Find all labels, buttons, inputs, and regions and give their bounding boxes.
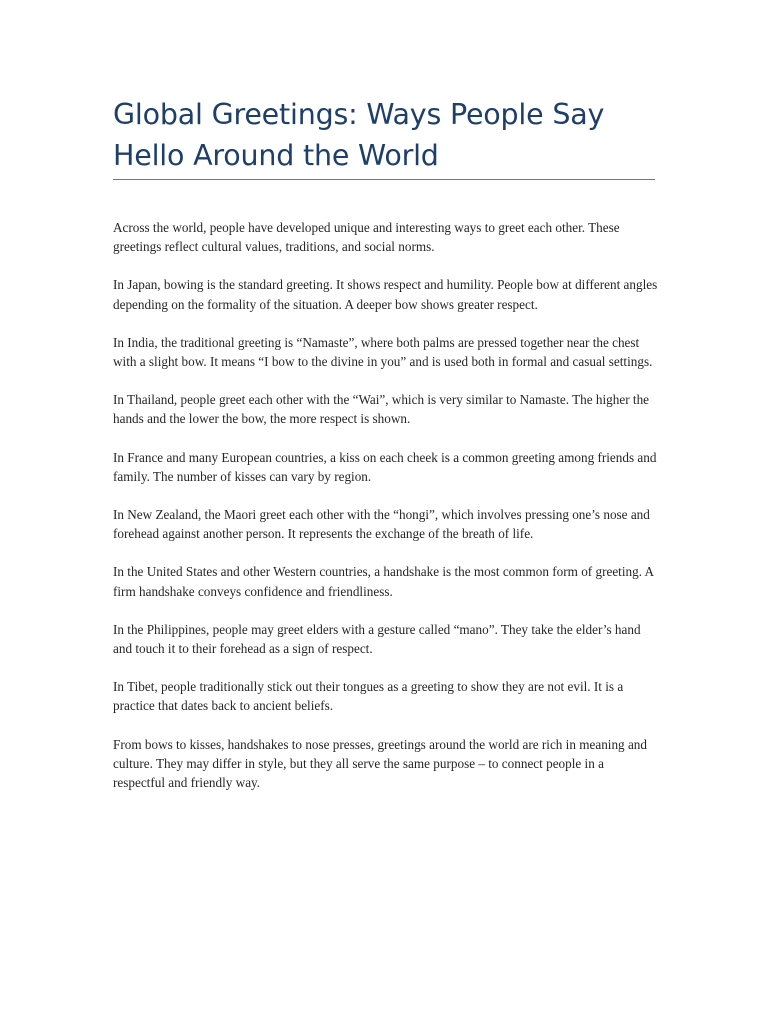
paragraph-thailand: In Thailand, people greet each other with the “Wai”, which is very similar to Namaste. The higher the hands and the lower the bow, the more respect is shown. (113, 392, 650, 427)
paragraph-conclusion: From bows to kisses, handshakes to nose presses, greetings around the world are rich in meaning and culture. They may differ in style, but they all serve the same purpose – to connect people in a respectful and friendly way. (113, 736, 647, 791)
document-body (113, 218, 658, 811)
paragraph-philippines: In the Philippines, people may greet elders with a gesture called “mano”. They take the elder’s hand and touch it to their forehead as a sign of respect. (113, 621, 641, 657)
paragraph-france: In France and many European countries, a kiss on each cheek is a common greeting among friends and family. The number of kisses can vary by region. (113, 449, 657, 484)
paragraph-intro: Across the world, people have developed unique and interesting ways to greet each other. These greetings reflect cultural values, traditions, and social norms. (113, 220, 620, 255)
paragraph-united-states: In the United States and other Western countries, a handshake is the most common form of greeting. A firm handshake conveys confidence and friendliness. (113, 564, 654, 599)
paragraph-japan: In Japan, bowing is the standard greeting. It shows respect and humility. People bow at different angles depending on the formality of the situation. A deeper bow shows greater respect. (113, 277, 658, 312)
paragraph-india: In India, the traditional greeting is “Namaste”, where both palms are pressed together near the chest with a slight bow. It means “I bow to the divine in you” and is used both in formal and casual settings. (113, 334, 653, 370)
paragraph-tibet: In Tibet, people traditionally stick out their tongues as a greeting to show they are not evil. It is a practice that dates back to ancient beliefs. (113, 679, 624, 714)
paragraph-new-zealand: In New Zealand, the Maori greet each other with the “hongi”, which involves pressing one’s nose and forehead against another person. It represents the exchange of the breath of life. (113, 507, 650, 542)
title-underline-rule (113, 179, 655, 180)
document-title: Global Greetings: Ways People Say Hello Around the World (113, 98, 605, 172)
